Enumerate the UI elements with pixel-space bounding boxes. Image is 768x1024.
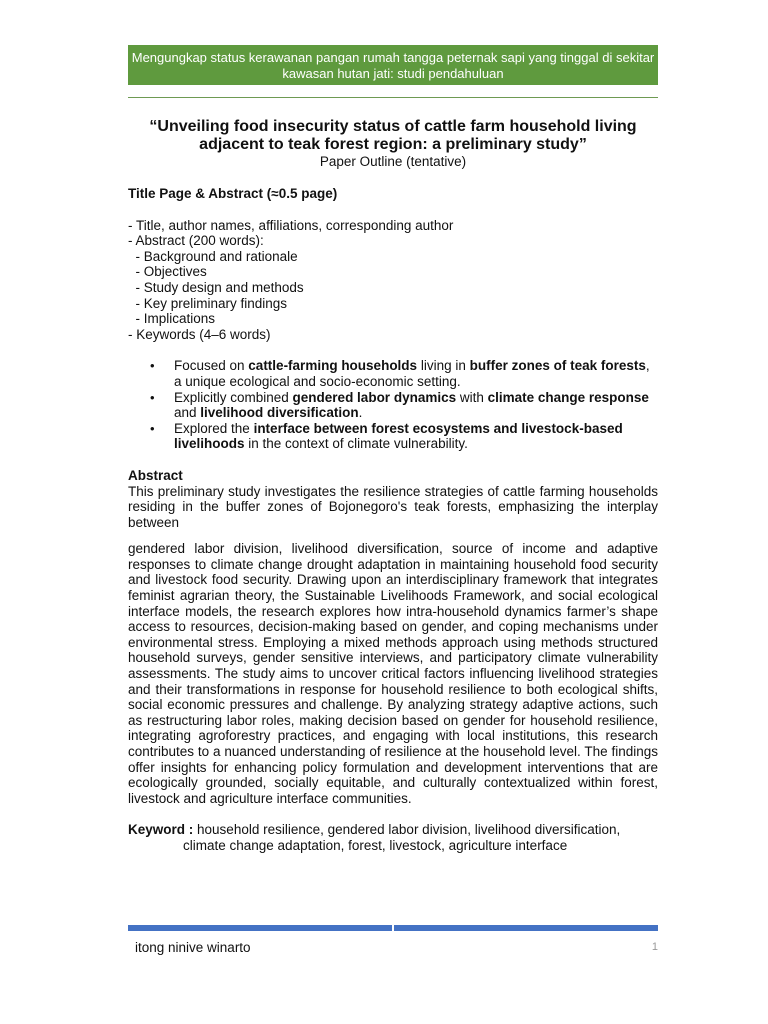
paper-title: “Unveiling food insecurity status of cattle farm household living adjacent to teak forest region: a preliminary study” (149, 118, 637, 153)
highlight-bold-text: cattle-farming households (248, 358, 418, 374)
highlight-bold-text: livelihood diversification (200, 405, 359, 421)
highlight-text: Explicitly combined (174, 389, 293, 405)
highlight-text: Focused on (174, 358, 249, 374)
highlight-item (150, 389, 658, 421)
footer-bar-right (394, 925, 658, 931)
footer-divider (128, 925, 658, 931)
bullet-icon: • (150, 358, 155, 374)
paper-subtitle: Paper Outline (tentative) (319, 154, 467, 169)
highlight-text: living in (417, 358, 470, 374)
highlight-bold-text: interface between forest ecosystems and livestock-based livelihoods (174, 420, 623, 452)
highlight-text: and (174, 405, 201, 421)
highlight-bold-text: buffer zones of teak forests (469, 358, 646, 374)
highlight-text: with (456, 389, 488, 405)
keywords (128, 822, 658, 853)
abstract-text-part1: This preliminary study investigates the resilience strategies of cattle farming households residing in the buffer zones of Bojonegoro's teak forests, emphasizing the interplay between (128, 483, 658, 530)
bullet-icon: • (150, 420, 155, 436)
outline-heading: Title Page & Abstract (≈0.5 page) (128, 186, 338, 201)
outline-line: - Keywords (4–6 words) (128, 326, 271, 342)
highlight-text: in the context of climate vulnerability. (244, 436, 468, 452)
abstract-body (128, 484, 658, 807)
highlight-bold-text: climate change response (487, 389, 649, 405)
bullet-icon: • (150, 389, 155, 405)
outline-line: - Background and rationale (128, 248, 298, 264)
highlight-bold-text: gendered labor dynamics (292, 389, 457, 405)
outline-line: - Key preliminary findings (128, 295, 288, 311)
title-block (128, 118, 658, 170)
outline-list (128, 218, 658, 343)
header-banner (128, 45, 658, 85)
outline-line: - Objectives (128, 264, 207, 280)
document-body (128, 186, 658, 854)
highlight-item (150, 358, 658, 389)
outline-line: - Abstract (200 words): (128, 233, 264, 249)
abstract-heading: Abstract (128, 467, 183, 483)
outline-line: - Study design and methods (128, 279, 304, 295)
page-number: 1 (651, 941, 658, 953)
highlights-list (128, 358, 658, 452)
highlight-text: . (358, 405, 363, 421)
outline-line: - Title, author names, affiliations, corresponding author (128, 217, 454, 233)
footer-author: itong ninive winarto (135, 940, 251, 955)
highlight-item (150, 420, 658, 452)
footer-bar-left (128, 925, 392, 931)
keywords-text: household resilience, gendered labor division, livelihood diversification, climate change adaptation, forest, livestock, agriculture interface (183, 822, 621, 853)
header-banner-text: Mengungkap status kerawanan pangan rumah tangga peternak sapi yang tinggal di sekitar kawasan hutan jati: studi pendahuluan (131, 50, 655, 81)
header-divider (128, 97, 658, 98)
abstract-text-part2: gendered labor division, livelihood diversification, source of income and adaptive responses to climate change drought adaptation in maintaining household food security and livestock food security. Drawing upon an interdisciplinary framework that integrates feminist agrarian theory, the Sustainable Livelihoods Framework, and social ecological interface models, the research explores how intra-household dynamics farmer’s shape access to resources, decision-making based on gender, and coping mechanisms under environmental stress. Employing a mixed methods approach using methods structured household surveys, gender sensitive interviews, and participatory climate vulnerability assessments. The study aims to uncover critical factors influencing livelihood strategies and their transformations in response for household resilience to both ecological shifts, social economic pressures and challenge. By analyzing strategy adaptive actions, such as restructuring labor roles, making decision based on gender for household resilience, integrating agroforestry practices, and engaging with local institutions, this research contributes to a nuanced understanding of resilience at the household level. The findings offer insights for enhancing policy formulation and development interventions that are ecologically grounded, socially equitable, and culturally contextualized within forest, livestock and agriculture interface communities. (128, 541, 658, 806)
keywords-label: Keyword : (128, 822, 194, 838)
highlight-text: Explored the (174, 420, 254, 436)
outline-line: - Implications (128, 311, 216, 327)
highlight-text: , a unique ecological and socio-economic setting. (174, 358, 650, 389)
